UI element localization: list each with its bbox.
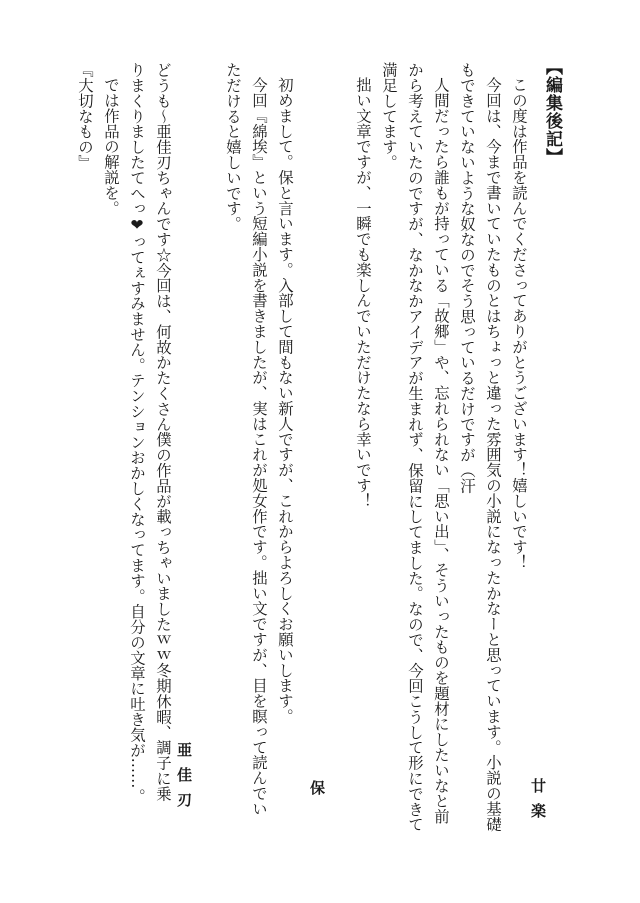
paragraph: 今回『綿埃』という短編小説を書きましたが、実はこれが処女作です。拙い文ですが、目を瞑って読んでい	[250, 77, 268, 817]
editorial-heading: 【編集後記】	[542, 58, 562, 166]
paragraph-line: 満足してます。	[380, 62, 398, 170]
paragraph: どうも～亜佳刃ちゃんです☆今回は、何故かたくさん僕の作品が載っちゃいましたｗｗ冬期休暇、調子に乗	[154, 62, 172, 802]
paragraph: 初めまして。保と言います。入部して間もない新人ですが、これからよろしくお願いします。	[276, 77, 294, 725]
paragraph-line: もできていないような奴なのでそう思っているだけですが（汗	[458, 62, 476, 494]
postscript-section	[354, 62, 532, 842]
paragraph-line: ただけると嬉しいです。	[224, 62, 242, 232]
postscript-section	[64, 62, 176, 842]
paragraph: 拙い文章ですが、一瞬でも楽しんでいただけたなら幸いです！	[354, 77, 372, 509]
paragraph-line: から考えていたのですが、なかなかアイデアが生まれず、保留にしてました。なので、今回こうして形にできて	[406, 62, 424, 832]
paragraph: では作品の解説を。	[102, 77, 120, 216]
paragraph: 人間だったら誰もが持っている「故郷」や、忘れられない「思い出」、そういったものを題材にしたいなと前	[432, 77, 450, 825]
postscript-section	[214, 62, 298, 842]
paragraph: この度は作品を読んでくださってありがとうございます！嬉しいです！	[510, 77, 528, 571]
work-title: 『大切なもの』	[76, 62, 94, 170]
paragraph: 今回は、今まで書いていたものとはちょっと違った雰囲気の小説になったかなーと思っています。小説の基礎	[484, 77, 502, 832]
author-name: 保	[308, 780, 326, 805]
author-name: 亜佳刃	[175, 742, 193, 817]
author-name: 廿楽	[529, 778, 547, 828]
paragraph-line: りまくりましたてへっ❤ってぇすみません。テンションおかしくなってます。自分の文章に吐き気が……。	[128, 62, 146, 804]
